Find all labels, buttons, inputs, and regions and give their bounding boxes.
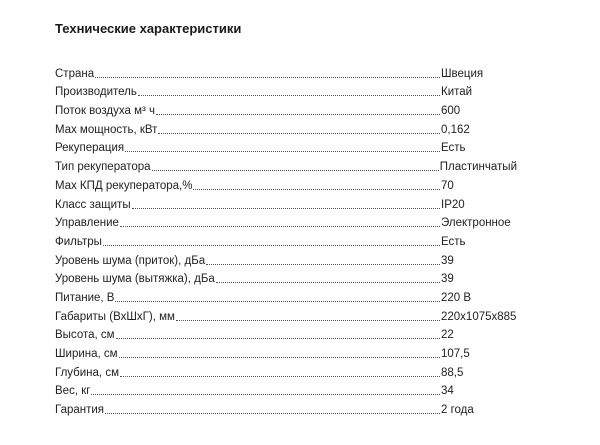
spec-row-country: [55, 62, 517, 81]
spec-row-power-supply: [55, 286, 517, 305]
dotted-leader: [125, 151, 440, 152]
spec-value: 0,162: [441, 123, 470, 136]
spec-label: Высота, см: [55, 329, 115, 342]
spec-value: 34: [441, 385, 454, 398]
dotted-leader: [95, 77, 440, 78]
spec-row-noise-exhaust: [55, 268, 517, 287]
spec-value: 39: [441, 254, 454, 267]
spec-label: Тип рекуператора: [55, 161, 151, 174]
spec-value: 107,5: [441, 348, 470, 360]
spec-row-depth: [55, 361, 517, 380]
spec-row-manufacturer: [55, 81, 517, 100]
dotted-leader: [115, 301, 440, 302]
spec-list: [55, 62, 517, 417]
spec-label: Производитель: [55, 86, 137, 99]
spec-value: 39: [441, 273, 454, 286]
spec-label: Поток воздуха м³ ч: [55, 105, 156, 118]
dotted-leader: [103, 245, 440, 246]
dotted-leader: [138, 95, 440, 96]
spec-row-protection-class: [55, 193, 517, 212]
dotted-leader: [105, 413, 440, 414]
dotted-leader: [152, 170, 439, 171]
spec-value: Китай: [441, 86, 473, 99]
spec-label: Ширина, см: [55, 348, 118, 360]
dotted-leader: [206, 264, 440, 265]
spec-label: Фильтры: [55, 235, 102, 248]
spec-row-width: [55, 342, 517, 361]
spec-row-recuperation: [55, 137, 517, 156]
spec-row-height: [55, 324, 517, 343]
dotted-leader: [116, 338, 440, 339]
spec-value: 2 года: [441, 404, 474, 417]
spec-label: Габариты (ВхШхГ), мм: [55, 310, 175, 323]
spec-row-weight: [55, 380, 517, 399]
spec-label: Управление: [55, 217, 119, 230]
spec-label: Уровень шума (приток), дБа: [55, 254, 206, 267]
dotted-leader: [156, 114, 440, 115]
spec-label: Гарантия: [55, 404, 105, 417]
spec-row-airflow: [55, 99, 517, 118]
spec-value: Швеция: [441, 67, 484, 80]
spec-row-recuperator-type: [55, 155, 517, 174]
spec-value: 600: [441, 105, 461, 118]
dotted-leader: [216, 282, 440, 283]
spec-row-max-efficiency: [55, 174, 517, 193]
spec-row-warranty: [55, 398, 517, 417]
spec-value: 220х1075х885: [441, 310, 517, 323]
dotted-leader: [120, 376, 440, 377]
dotted-leader: [193, 189, 440, 190]
spec-row-filters: [55, 230, 517, 249]
dotted-leader: [158, 133, 440, 134]
spec-label: Max мощность, кВт: [55, 123, 158, 136]
spec-label: Питание, В: [55, 291, 115, 304]
dotted-leader: [120, 226, 440, 227]
spec-row-noise-supply: [55, 249, 517, 268]
spec-row-control: [55, 212, 517, 231]
spec-value: Есть: [441, 235, 466, 248]
spec-label: Рекуперация: [55, 142, 125, 155]
spec-row-max-power: [55, 118, 517, 137]
dotted-leader: [91, 394, 440, 395]
spec-value: Пластинчатый: [439, 161, 517, 174]
spec-label: Глубина, см: [55, 366, 119, 379]
spec-label: Класс защиты: [55, 198, 131, 211]
spec-value: Есть: [441, 142, 466, 155]
spec-value: 70: [441, 179, 454, 192]
dotted-leader: [119, 357, 440, 358]
spec-label: Уровень шума (вытяжка), дБа: [55, 273, 215, 286]
spec-label: Страна: [55, 67, 95, 80]
dotted-leader: [132, 208, 440, 209]
spec-value: Электронное: [441, 217, 511, 230]
dotted-leader: [176, 320, 440, 321]
spec-value: 22: [441, 329, 454, 342]
section-title: Технические характеристики: [55, 21, 242, 36]
spec-value: 88,5: [441, 366, 464, 379]
spec-row-dimensions: [55, 305, 517, 324]
spec-label: Max КПД рекуператора,%: [55, 179, 193, 192]
spec-label: Вес, кг: [55, 385, 91, 398]
spec-value: 220 В: [441, 291, 472, 304]
spec-value: IP20: [441, 198, 465, 211]
